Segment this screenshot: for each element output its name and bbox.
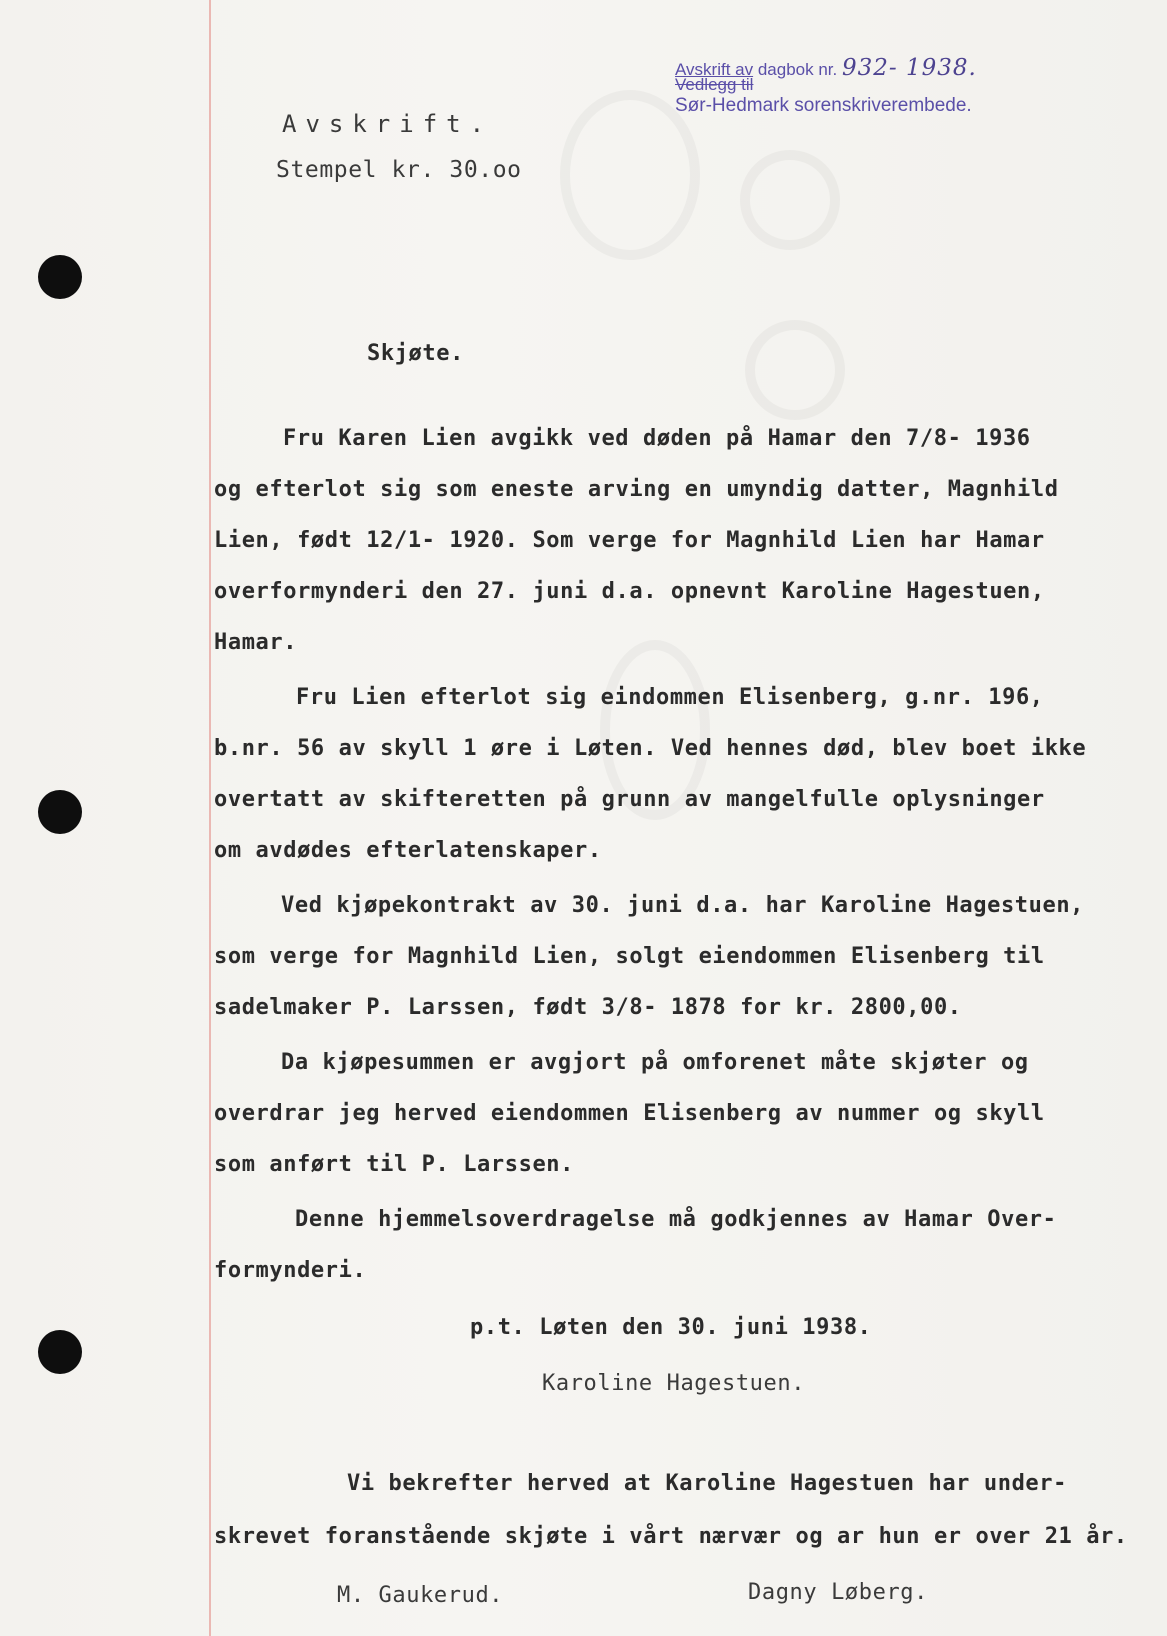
- signature-name: Karoline Hagestuen.: [542, 1371, 806, 1396]
- punch-hole: [38, 790, 82, 834]
- punch-hole: [38, 255, 82, 299]
- stempel-line: Stempel kr. 30.oo: [276, 157, 522, 183]
- body-line: b.nr. 56 av skyll 1 øre i Løten. Ved hennes død, blev boet ikke: [214, 736, 1087, 761]
- punch-hole: [38, 1330, 82, 1374]
- watermark-ring: [740, 150, 840, 250]
- body-line: formynderi.: [214, 1258, 367, 1283]
- stamp-handwritten-number: 932- 1938.: [841, 55, 977, 81]
- witness-line: skrevet foranstående skjøte i vårt nærvær og ar hun er over 21 år.: [214, 1524, 1128, 1549]
- stamp-dagbok: dagbok nr.: [757, 60, 838, 79]
- body-line: sadelmaker P. Larssen, født 3/8- 1878 for kr. 2800,00.: [214, 995, 962, 1020]
- body-line: Hamar.: [214, 630, 298, 655]
- body-line: Fru Karen Lien avgikk ved døden på Hamar den 7/8- 1936: [283, 426, 1031, 451]
- body-line: overformynderi den 27. juni d.a. opnevnt Karoline Hagestuen,: [214, 579, 1045, 604]
- body-line: Ved kjøpekontrakt av 30. juni d.a. har Karoline Hagestuen,: [281, 893, 1085, 918]
- body-line: overtatt av skifteretten på grunn av mangelfulle oplysninger: [214, 787, 1045, 812]
- watermark-ring: [745, 320, 845, 420]
- stamp-office: Sør-Hedmark sorenskriverembede.: [675, 95, 972, 116]
- doc-heading: Skjøte.: [367, 341, 464, 366]
- body-line: Lien, født 12/1- 1920. Som verge for Magnhild Lien har Hamar: [214, 528, 1045, 553]
- witness-signature-1: M. Gaukerud.: [337, 1583, 504, 1608]
- stamp-struck-line: Vedlegg til: [675, 75, 754, 94]
- body-line: Fru Lien efterlot sig eindommen Elisenberg, g.nr. 196,: [296, 685, 1044, 710]
- doc-title: Avskrift.: [282, 110, 494, 138]
- place-date: p.t. Løten den 30. juni 1938.: [470, 1315, 872, 1340]
- witness-signature-2: Dagny Løberg.: [748, 1580, 928, 1605]
- body-line: Denne hjemmelsoverdragelse må godkjennes av Hamar Over-: [295, 1207, 1057, 1232]
- margin-line: [209, 0, 211, 1636]
- body-line: Da kjøpesummen er avgjort på omforenet måte skjøter og: [281, 1050, 1029, 1075]
- witness-line: Vi bekrefter herved at Karoline Hagestuen har under-: [347, 1471, 1067, 1496]
- stamp-label: Avskrift av: [675, 60, 754, 79]
- body-line: om avdødes efterlatenskaper.: [214, 838, 602, 863]
- body-line: overdrar jeg herved eiendommen Elisenberg av nummer og skyll: [214, 1101, 1045, 1126]
- registry-stamp: [675, 55, 977, 116]
- body-line: som verge for Magnhild Lien, solgt eiendommen Elisenberg til: [214, 944, 1045, 969]
- body-line: som anført til P. Larssen.: [214, 1152, 574, 1177]
- body-line: og efterlot sig som eneste arving en umyndig datter, Magnhild: [214, 477, 1059, 502]
